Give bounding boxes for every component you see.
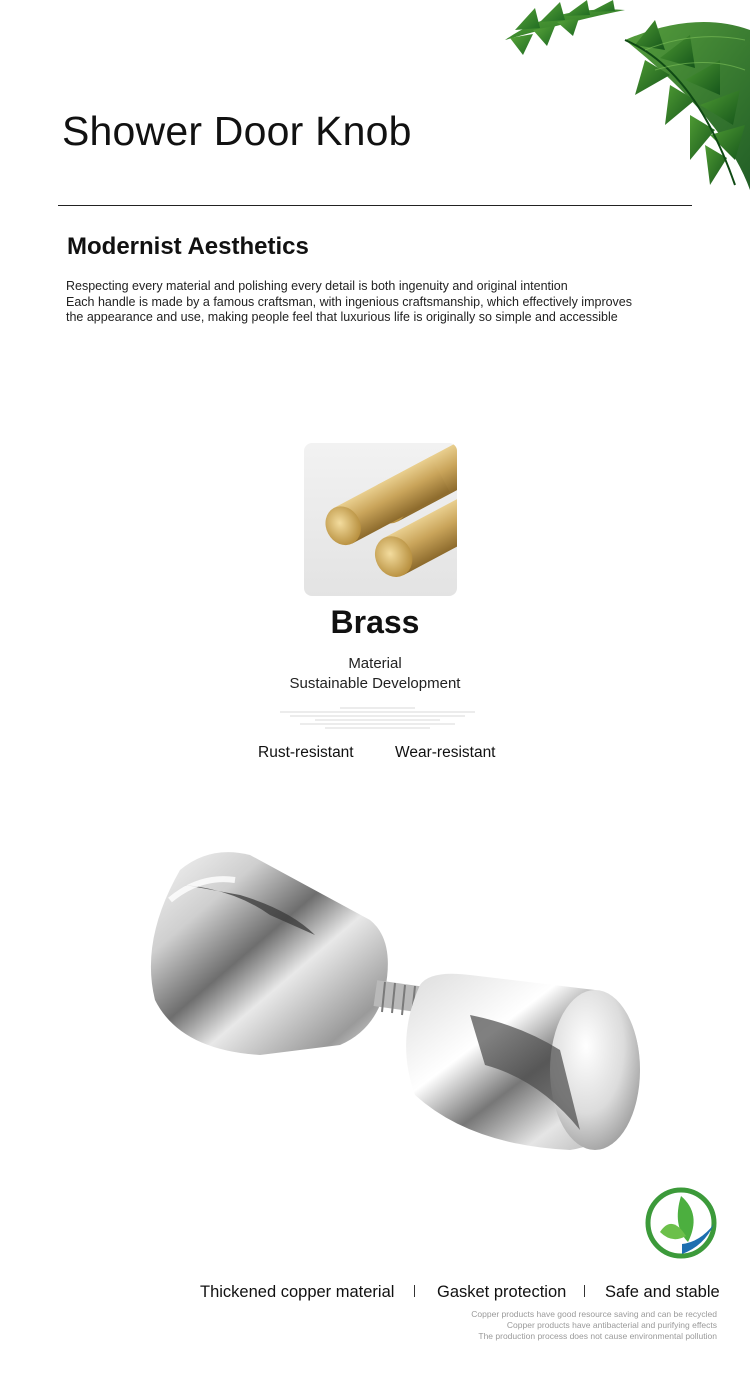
feature-separator [414,1285,415,1297]
intro-line: the appearance and use, making people feel that luxurious life is originally so simple and accessible [66,310,618,324]
feature-wear-resistant: Wear-resistant [395,744,496,761]
feature-separator [584,1285,585,1297]
bottom-feature-safe: Safe and stable [605,1283,720,1301]
bottom-feature-gasket: Gasket protection [437,1283,567,1301]
material-label: Material [348,655,402,672]
shower-knob-image [140,840,650,1200]
fine-print-decoration [270,705,485,731]
intro-text [66,279,686,326]
intro-line: Respecting every material and polishing every detail is both ingenuity and original intention [66,279,568,293]
title-divider [58,205,692,206]
brass-rods-icon [304,443,457,596]
palm-leaves-icon [495,0,750,190]
note-line: Copper products have antibacterial and purifying effects [506,1320,717,1330]
brass-material-image [304,443,457,596]
intro-line: Each handle is made by a famous craftsman, with ingenious craftsmanship, which effectively improves [66,294,633,309]
section-heading: Modernist Aesthetics [67,233,309,260]
feature-rust-resistant: Rust-resistant [258,744,354,761]
page-title: Shower Door Knob [62,108,412,154]
eco-leaf-icon [642,1184,720,1262]
bottom-feature-copper: Thickened copper material [200,1283,395,1301]
note-line: The production process does not cause environmental pollution [478,1331,717,1341]
note-line: Copper products have good resource saving and can be recycled [471,1309,717,1319]
material-subtitle: Sustainable Development [289,675,461,692]
material-name: Brass [330,604,420,640]
